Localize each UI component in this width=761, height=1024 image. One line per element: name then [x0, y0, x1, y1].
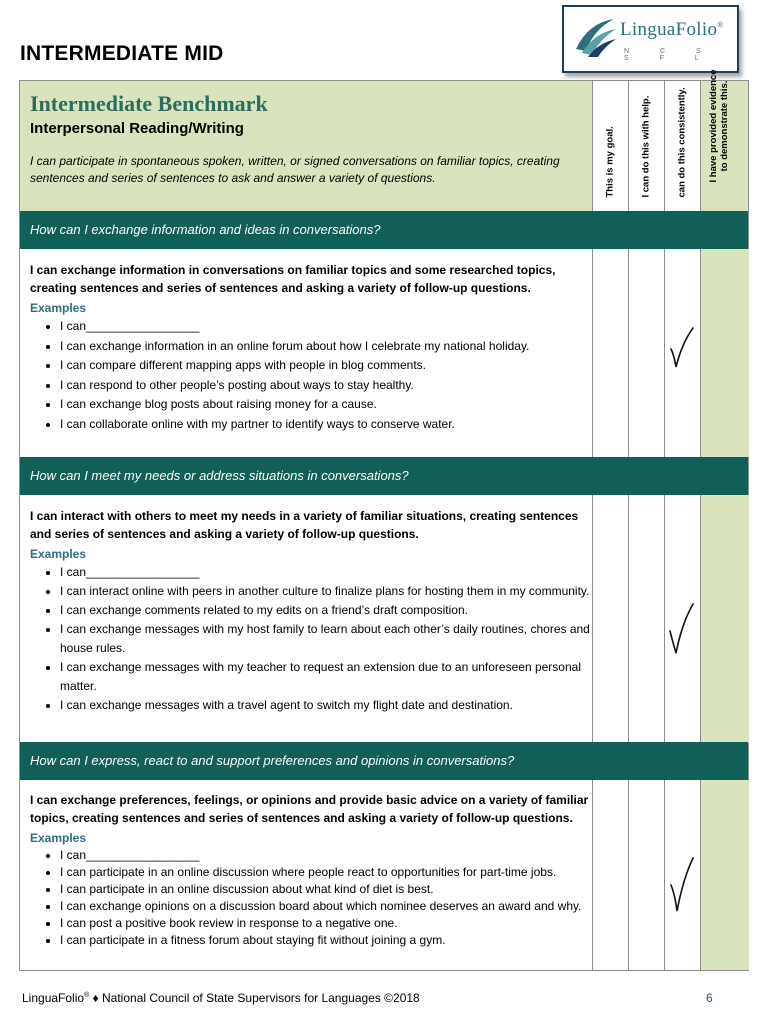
section-exchange-information [30, 261, 590, 434]
can-do-statement: I can interact with others to meet my needs in a variety of familiar situations, creating sentences and series of sentences and asking a variety of follow-up questions. [30, 509, 579, 541]
logo-brand: LinguaFolio® [620, 19, 724, 40]
examples-list [30, 847, 590, 949]
examples-label: Examples [30, 547, 87, 561]
column-header-with-help: I can do this with help. [640, 95, 652, 198]
list-item: • I can exchange blog posts about raising money for a cause. [60, 395, 590, 415]
column-header-goal: This is my goal. [604, 126, 616, 198]
evidence-cell-3[interactable] [700, 780, 749, 970]
list-item: • I can exchange comments related to my edits on a friend’s draft composition. [60, 601, 590, 620]
list-item: • I can exchange messages with a travel agent to switch my flight date and destination. [60, 696, 590, 715]
list-item: • I can participate in a fitness forum about staying fit without joining a gym. [60, 932, 590, 949]
question-band-2: How can I meet my needs or address situations in conversations? [20, 457, 748, 495]
list-item: • I can_________________ [60, 847, 590, 864]
examples-label: Examples [30, 831, 87, 845]
logo-org: N C S S F L [624, 48, 716, 62]
examples-label: Examples [30, 301, 87, 315]
section-express-preferences [30, 791, 590, 949]
list-item: • I can compare different mapping apps with people in blog comments. [60, 356, 590, 376]
benchmark-description: I can participate in spontaneous spoken, written, or signed conversations on familiar topics, creating sentences and series of sentences to ask and answer a variety of questions. [30, 154, 560, 185]
examples-list [30, 317, 590, 434]
list-item: • I can_________________ [60, 317, 590, 337]
checkmark-icon[interactable] [666, 601, 696, 657]
list-item: • I can collaborate online with my partner to identify ways to conserve water. [60, 415, 590, 435]
question-band-1: How can I exchange information and ideas in conversations? [20, 211, 748, 249]
list-item: • I can_________________ [60, 563, 590, 582]
benchmark-title: Intermediate Benchmark [30, 91, 268, 116]
checklist-table [19, 69, 749, 971]
logo-mark-icon [574, 15, 618, 59]
linguafolio-logo [562, 5, 739, 73]
list-item: • I can participate in an online discussion where people react to opportunities for part-time jobs. [60, 864, 590, 881]
list-item: • I can exchange messages with my teacher to request an extension due to an unforeseen personal matter. [60, 658, 590, 696]
list-item: • I can respond to other people’s posting about ways to stay healthy. [60, 376, 590, 396]
checkmark-icon[interactable] [668, 855, 696, 915]
evidence-cell-1[interactable] [700, 249, 749, 457]
list-item: • I can interact online with peers in another culture to finalize plans for hosting them in my community. [60, 582, 590, 601]
list-item: • I can exchange messages with my host family to learn about each other’s daily routines, chores and house rules. [60, 620, 590, 658]
checkmark-icon[interactable] [668, 325, 696, 371]
list-item: • I can exchange opinions on a discussion board about which nominee deserves an award and why. [60, 898, 590, 915]
benchmark-subtitle: Interpersonal Reading/Writing [30, 120, 244, 137]
list-item: • I can participate in an online discussion about what kind of diet is best. [60, 881, 590, 898]
list-item: • I can post a positive book review in response to a negative one. [60, 915, 590, 932]
list-item: • I can exchange information in an online forum about how I celebrate my national holiday. [60, 337, 590, 357]
page-title: INTERMEDIATE MID [20, 42, 224, 65]
page-number: 6 [706, 991, 713, 1005]
benchmark-header [20, 81, 592, 211]
can-do-statement: I can exchange preferences, feelings, or opinions and provide basic advice on a variety of familiar topics, creating sentences and series of sentences and asking a variety of follow-up questions. [30, 793, 589, 825]
column-header-consistently: can do this consistently. [676, 87, 688, 198]
section-meet-needs [30, 507, 590, 715]
footer: LinguaFolio® ♦ National Council of State Supervisors for Languages ©2018 [22, 991, 420, 1005]
examples-list [30, 563, 590, 715]
can-do-statement: I can exchange information in conversations on familiar topics and some researched topics, creating sentences and series of sentences and asking a variety of follow-up questions. [30, 263, 556, 295]
evidence-cell-2[interactable] [700, 495, 749, 743]
column-header-evidence: I have provided evidence to demonstrate this. [700, 81, 748, 211]
question-band-3: How can I express, react to and support preferences and opinions in conversations? [20, 742, 748, 780]
